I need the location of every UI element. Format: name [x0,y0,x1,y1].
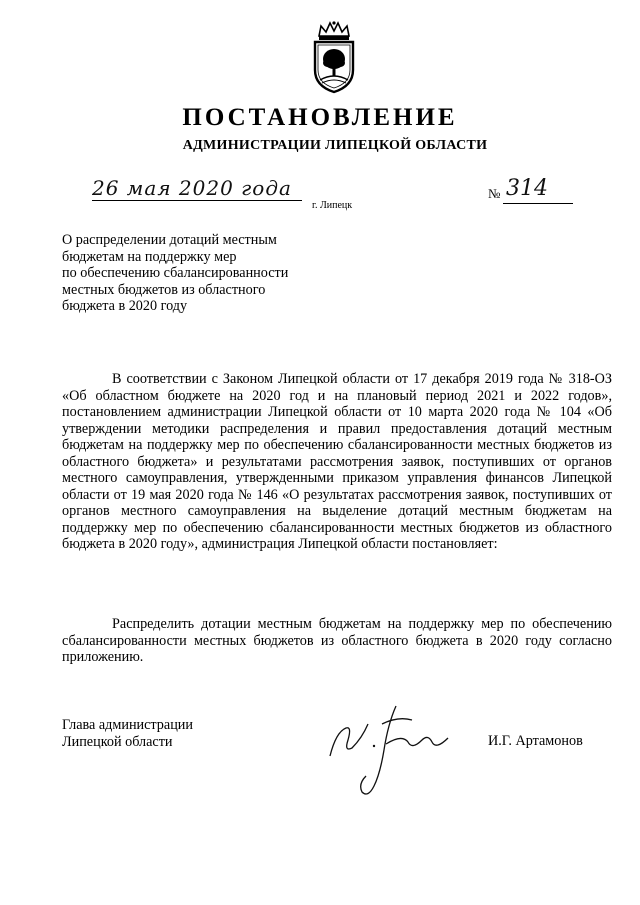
subject-line: местных бюджетов из областного [62,281,266,298]
signer-position-line: Глава администрации [62,717,193,733]
handwritten-signature [322,694,452,804]
signer-position [62,717,193,750]
handwritten-document-number: 314 [506,176,548,201]
subject-line: по обеспечению сбалансированности [62,265,289,281]
subject-line: О распределении дотаций местным [62,232,277,248]
document-title: ПОСТАНОВЛЕНИЕ [182,104,458,131]
subject-block [62,232,322,315]
date-underline [92,200,302,201]
subject-line: бюджета в 2020 году [62,298,188,314]
number-label: № [488,186,501,201]
city-label: г. Липецк [312,200,353,211]
signer-name: И.Г. Артамонов [488,733,583,749]
signer-position-line: Липецкой области [62,733,173,750]
lipetsk-coat-of-arms-icon [307,20,361,94]
body-paragraph-resolution: Распределить дотации местным бюджетам на поддержку мер по обеспечению сбалансированности местных бюджетов из областного бюджета в 2020 году согласно приложению. [62,616,612,665]
body-paragraph-preamble: В соответствии с Законом Липецкой области от 17 декабря 2019 года № 318-ОЗ «Об областном бюджете на 2020 год и на плановый период 2021 и 2022 годов», постановлением администрации Липецкой области от 10 марта 2020 года № 104 «Об утверждении методики распределения и правил предоставления дотаций местным бюджетам на поддержку мер по обеспечению сбалансированности местных бюджетов из областного бюджета» и результатами рассмотрения заявок, поступивших от органов местного самоуправления, утвержденными приказом управления финансов Липецкой области от 19 мая 2020 года № 146 «О результатах рассмотрения заявок, поступивших от органов местного самоуправления на выделение дотаций местным бюджетам на поддержку мер по обеспечению сбалансированности местных бюджетов из областного бюджета в 2020 году», администрация Липецкой области постановляет: [62,371,612,552]
issuing-organization: АДМИНИСТРАЦИИ ЛИПЕЦКОЙ ОБЛАСТИ [182,138,488,153]
handwritten-date: 26 мая 2020 года [92,176,292,200]
subject-line: бюджетам на поддержку мер [62,248,237,265]
number-underline [503,203,573,204]
